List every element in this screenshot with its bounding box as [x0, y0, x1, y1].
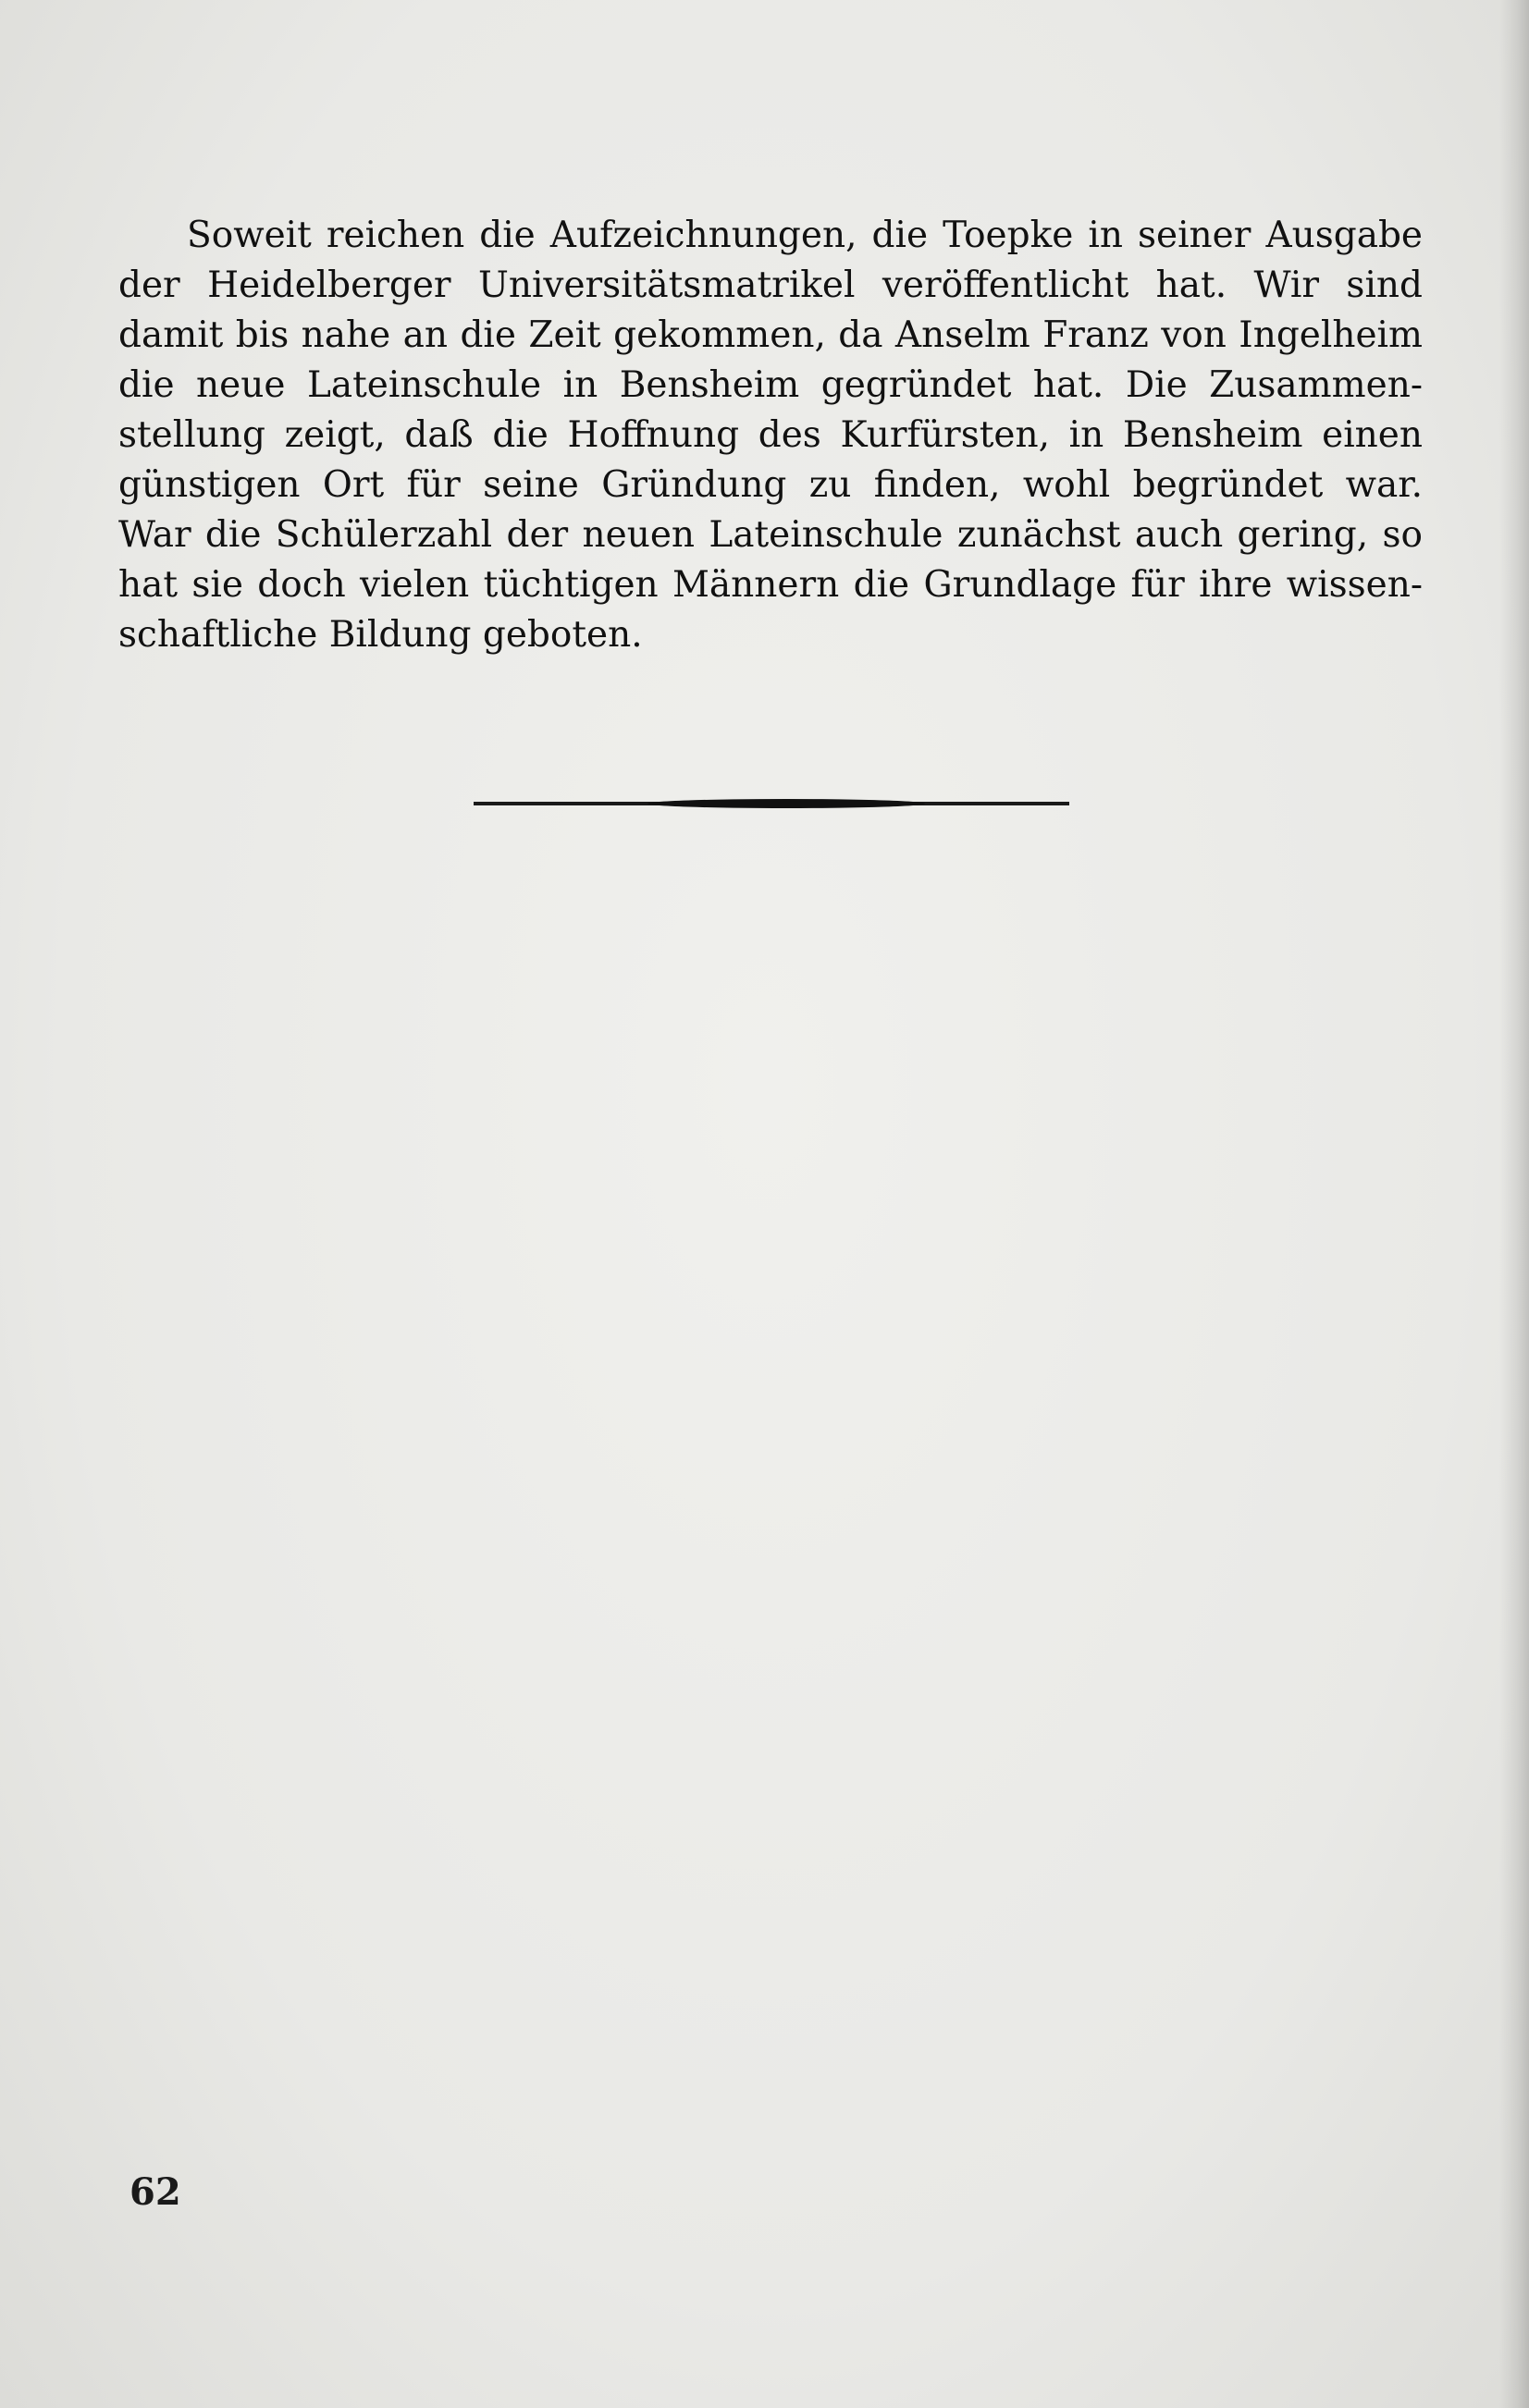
paragraph-line: damit bis nahe an die Zeit gekommen, da Anselm Franz von Ingelheim	[118, 314, 1423, 356]
page-edge-shadow	[1499, 0, 1529, 2408]
paragraph-line: War die Schülerzahl der neuen Lateinschule zunächst auch gering, so	[118, 514, 1423, 556]
paragraph-line: hat sie doch vielen tüchtigen Männern die Grundlage für ihre wissen-	[118, 564, 1423, 606]
page-number: 62	[129, 2170, 181, 2214]
paragraph-line: schaftliche Bildung geboten.	[118, 614, 643, 656]
paragraph-line: der Heidelberger Universitätsmatrikel veröffentlicht hat. Wir sind	[118, 264, 1423, 306]
paragraph-line: günstigen Ort für seine Gründung zu finden, wohl begründet war.	[118, 464, 1423, 506]
paragraph-line: Soweit reichen die Aufzeichnungen, die Toepke in seiner Ausgabe	[187, 215, 1423, 256]
paragraph-line: stellung zeigt, daß die Hoffnung des Kurfürsten, in Bensheim einen	[118, 414, 1423, 456]
section-divider-ornament	[647, 799, 925, 808]
body-paragraph	[118, 211, 1423, 660]
paragraph-line: die neue Lateinschule in Bensheim gegründet hat. Die Zusammen-	[118, 364, 1423, 406]
